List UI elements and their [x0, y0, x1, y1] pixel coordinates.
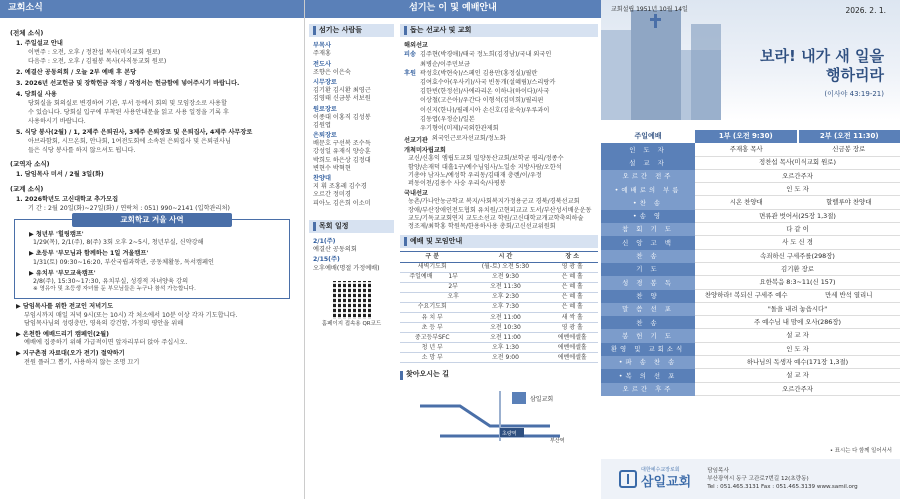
news-column	[0, 0, 304, 499]
event-text: 오후예배(명절 가정예배)	[313, 264, 380, 272]
mission-label	[404, 107, 420, 115]
news-item-line: 사용하시기 바랍니다.	[28, 118, 86, 126]
location-map[interactable]	[400, 386, 598, 446]
servers-title-bar	[309, 24, 394, 37]
prayer-item-line: 전원 플러그 뽑기, 사용하지 않는 조명 끄기	[24, 358, 140, 366]
section-denomination-news: (교계 소식)	[10, 184, 44, 193]
mission-text: 함양/손재덕 대흘1구/예수님임사/노일송 지방사람/오한석	[408, 163, 562, 171]
news-item-title: 5. 식당 봉사(2월) / 1, 2제주 은퇴권사, 3제주 은퇴장로 및 은퇴집사, 4제주 사무장로	[16, 128, 253, 136]
standing-note: • 표시는 다 함께 일어서서	[829, 448, 892, 454]
worship-item-value: 설 교 자	[695, 369, 900, 382]
event-date: 2/1(주)	[313, 238, 336, 246]
worship-item-label: 봉 헌 기 도	[601, 329, 695, 342]
schedule-cell: 오전 11:00	[464, 333, 546, 343]
worship-item-value: 설 교 자	[695, 329, 900, 342]
worship-item-value: 사 도 신 경	[695, 236, 900, 249]
prayer-item-line: 부임시까지 매일 저녁 9시(또는 10시) 각 처소에서 10분 이상 각자 기도합니다.	[24, 311, 238, 319]
schedule-row	[400, 323, 598, 333]
map-title-bar	[400, 368, 598, 381]
worship-row	[601, 329, 900, 342]
news-item-line: 이번주 : 오전, 오후 / 정찬섭 목사(미식교회 원로)	[28, 49, 161, 57]
worship-item-value: 신금봉 장로	[832, 145, 866, 154]
worship-item-label: 오르간 후주	[601, 383, 695, 396]
map-title: 찾아오시는 길	[406, 370, 450, 379]
server-role: 부목사	[313, 42, 331, 50]
server-role: 원로장로	[313, 105, 337, 113]
server-role: 시무장로	[313, 78, 337, 86]
mission-text: 교도/기독교교회연지 교도소선교 학원/고신대학교개교학축의하술	[408, 214, 584, 222]
mission-heading: 해외선교	[404, 42, 428, 50]
pastor-label: 담임목사	[707, 467, 729, 474]
schedule-cell: 오후 7:30	[464, 302, 546, 312]
mission-label	[404, 61, 420, 69]
server-role: 찬양대	[313, 175, 331, 183]
prayer-item	[16, 303, 294, 328]
schedule-cell: 2부	[442, 282, 465, 292]
worship-row	[601, 143, 900, 156]
mission-row	[404, 135, 596, 145]
qr-caption: 홈페이지 접속용 QR코드	[321, 320, 382, 327]
church-logo	[619, 467, 691, 491]
worship-item-value: 시온 찬양대	[729, 198, 763, 207]
mission-text: 장애/부산장애인전도협회 유치원/고현피교교 도서/부산성서배운운동	[408, 206, 592, 214]
mission-row	[404, 88, 596, 96]
school-item	[29, 231, 289, 247]
schedule-cell: 에벤에셀홀	[546, 343, 598, 353]
worship-row	[601, 290, 900, 303]
mission-text: 이신지(한나)/필레시아 손신호(김윤숙)/우루과이	[420, 106, 550, 114]
news-item-line: 들은 식당 봉사를 하지 않으셔도 됩니다.	[28, 147, 136, 155]
worship-item-values	[695, 290, 900, 303]
theme-line-2: 행하리라	[826, 65, 884, 84]
schedule-cell	[400, 292, 442, 302]
denomination-news-list	[10, 196, 294, 213]
server-names: 조향은 이은숙	[313, 68, 351, 76]
server-names: 오르간 정미경	[313, 191, 351, 199]
school-item	[29, 270, 289, 294]
worship-item-value: 속죄하신 구세주를(298장)	[695, 250, 900, 263]
schedule-cell: 오전 9:00	[464, 353, 546, 363]
denomination-name: 대한예수교장로회	[641, 467, 680, 474]
schedule-cell: 오전 9:30	[464, 272, 546, 282]
schedule-cell: 오후 2:30	[464, 292, 546, 302]
event-date: 2/15(주)	[313, 256, 340, 264]
worship-item-label: •파 송 찬 송	[601, 356, 695, 369]
mission-heading: 국내선교	[404, 190, 428, 198]
news-header: 교회소식	[0, 0, 304, 18]
news-item-title: 1. 주일설교 안내	[16, 40, 63, 48]
worship-item-label: •예배로의 부름	[601, 183, 695, 196]
worship-item-value: 주재홍 목사	[729, 145, 763, 154]
mission-text: 김동엽(우정순)/일본	[420, 115, 475, 123]
worship-item-label: •송 영	[601, 210, 695, 223]
school-item-note: ※ 영유아 및 초등생 자녀를 둔 부모님들은 누구나 참석 가능합니다.	[33, 286, 196, 293]
theme-reference: (이사야 43:19-21)	[824, 90, 884, 98]
server-names: 변현수 박혁현	[313, 164, 351, 172]
worship-item-label: 인 도 자	[601, 143, 695, 156]
news-item	[16, 80, 294, 88]
server-names: 김영태 신금봉 서보원	[313, 95, 371, 103]
schedule-row	[400, 343, 598, 353]
servers-title: 섬기는 사람들	[319, 26, 363, 34]
schedule-title: 예배 및 모임안내	[410, 237, 463, 246]
church-building-icon	[512, 392, 526, 404]
mission-label	[404, 125, 420, 133]
schedule-cell: 은 혜 홀	[546, 272, 598, 282]
schedule-cell: 새 싹 홀	[546, 312, 598, 322]
worship-row	[601, 276, 900, 289]
bottom-news	[10, 303, 294, 366]
worship-row	[601, 356, 900, 369]
worship-item-value: "돌을 내려 놓읍시다"	[695, 303, 900, 316]
worship-row	[601, 170, 900, 183]
schedule-cell: 오전 10:30	[464, 323, 546, 333]
server-names: 강성일 유재식 양승훈	[313, 148, 371, 156]
worship-item-value: 주 예수님 내 맘에 오사(286장)	[695, 316, 900, 329]
mission-row	[404, 125, 596, 133]
service-2-time: 2부 (오전 11:30)	[799, 130, 900, 143]
church-school-box	[14, 215, 290, 299]
map-graphic	[400, 386, 596, 444]
mission-label: 후원	[404, 69, 416, 77]
server-names: 지 휘 조홍레 김수경	[313, 183, 367, 191]
mission-text: 곽성호(박현숙)/스페인 김용만(홍정실)/필란	[420, 69, 538, 77]
schedule-cell: 오후	[442, 292, 465, 302]
mission-text: 기총야 남자노/예성학 우리동/김태재 충렌/이/우정	[408, 171, 542, 179]
mission-row	[404, 61, 596, 69]
worship-row	[601, 223, 900, 236]
mission-row	[404, 70, 596, 78]
schedule-title-bar	[400, 235, 598, 248]
worship-row	[601, 183, 900, 196]
mission-text: 퍼동이천/김용수 사숭 우리숙/사평봉	[408, 180, 506, 188]
schedule-cell: (월-토) 오전 5:30	[464, 262, 546, 272]
schedule-cell: 오후 1:30	[464, 343, 546, 353]
server-names: 박희도 하은상 김정대	[313, 156, 371, 164]
prayer-item-line: 예배에 집중하기 위해 가급적이면 앞자리부터 앉아 주십시오.	[24, 339, 188, 347]
church-address: 부산광역시 동구 고관로7번길 12(초량동)	[707, 475, 809, 482]
worship-item-label: 설 교 자	[601, 157, 695, 170]
news-item	[16, 69, 294, 77]
missions-title: 돕는 선교사 및 교회	[410, 26, 472, 34]
schedule-table	[400, 251, 598, 363]
prayer-item-title: ▶ 담임목사를 위한 전교인 저녁기도	[16, 303, 114, 311]
worship-item-value: 오르간주자	[695, 170, 900, 183]
mission-row	[404, 79, 596, 87]
section-pastor-news: (교역자 소식)	[10, 160, 50, 169]
church-contact: Tel : 051.465.3131 Fax : 051.465.3139 www.samil.org	[707, 484, 858, 491]
worship-item-label: 참 회 기 도	[601, 223, 695, 236]
mission-heading: 선교기관	[404, 137, 428, 145]
school-item-title: ▶ 초등부 '부모님과 함께하는 1일 겨울캠프'	[29, 250, 149, 258]
map-label-busan: 부산역	[550, 437, 565, 444]
schedule-cell: 오전 11:30	[464, 282, 546, 292]
prayer-item	[16, 331, 294, 347]
schedule-cell: 은 혜 홀	[546, 302, 598, 312]
mission-text: 농촌/가나안농군학교 복지/사회복지가정용군교 경북/경북선교회	[408, 198, 580, 206]
map-label-station: 초량역	[502, 430, 517, 437]
mission-label	[404, 97, 420, 105]
news-item-line: 아브라함회, 시므온회, 안나회, 1여전도회에 소속된 은퇴집사 및 은퇴권사님	[28, 137, 231, 145]
news-item-line: 다음주 : 오전, 오후 / 김필봉 목사(사직동교회 원로)	[28, 58, 167, 66]
prayer-item-title: ▶ 지구촌점 자료대(오가 전기) 절약하기	[16, 350, 125, 358]
schedule-cell: 은 혜 홀	[546, 292, 598, 302]
school-item-detail: 1/31(토) 09:30~16:20, 부산국립과학관, 공동체활동, 독서캠페인	[33, 258, 214, 266]
news-item-title: 1. 담임목사 미서 / 2월 3일(화)	[16, 171, 104, 179]
mission-row	[404, 97, 596, 105]
homepage-qr-code[interactable]	[333, 281, 371, 319]
schedule-cell: 주일예배	[400, 272, 442, 282]
events-title: 목회 일정	[319, 221, 349, 230]
event-text: 예결산 공동의회	[313, 246, 357, 254]
missions-title-bar	[400, 24, 598, 37]
worship-item-label: 찬 양	[601, 290, 695, 303]
servers-column	[304, 0, 601, 499]
schedule-row	[400, 353, 598, 363]
school-item-title: ▶ 청년부 '힐링캠프'	[29, 230, 84, 238]
mission-label: 피송	[404, 51, 416, 59]
schedule-cell: 청 년 부	[400, 343, 464, 353]
mission-text: 최병순/이주민보금	[420, 60, 470, 68]
worship-order	[601, 130, 900, 396]
mission-text: 우기형이(미제)/국외한관제회	[420, 124, 499, 132]
server-names: 피아노 김은희 이소미	[313, 199, 371, 207]
schedule-cell: 1부	[442, 272, 465, 282]
news-item	[16, 91, 294, 127]
worship-item-value: 인 도 자	[695, 343, 900, 356]
prayer-item-title: ▶ 온천한 예배드리기 캠페인(2월)	[16, 331, 109, 338]
schedule-cell: 에벤에셀홀	[546, 353, 598, 363]
news-item	[16, 171, 294, 179]
schedule-cell: 유 치 부	[400, 312, 464, 322]
prayer-item-line: 담임목사님의 성령충만, 영육의 강건함, 가정의 평안을 위해	[24, 319, 184, 327]
news-item	[16, 40, 294, 67]
church-name: 삼일교회	[641, 474, 692, 490]
worship-item-label: •찬 송	[601, 196, 695, 209]
worship-item-label: •복 의 선 포	[601, 369, 695, 382]
worship-label: 주일예배	[634, 132, 662, 140]
missions-list	[400, 37, 598, 231]
schedule-cell: 영 광 홀	[546, 262, 598, 272]
mission-label	[404, 116, 420, 124]
school-item-title: ▶ 유치부 '부모교육캠프'	[29, 269, 96, 277]
news-item	[16, 129, 294, 156]
worship-item-value: 정찬섭 목사(미식교회 원로)	[695, 157, 900, 170]
worship-item-label: 찬 송	[601, 316, 695, 329]
worship-item-label: 오르간 전주	[601, 170, 695, 183]
schedule-row	[400, 272, 598, 282]
news-item-title: 3. 2026년 선교헌금 및 장학헌금 작정 / 작정서는 헌금함에 넣어주시기 바랍니다.	[16, 79, 240, 87]
news-item-line: 당회실을 회의실로 변경하여 기관, 부서 등에서 회의 및 모임장소로 사용할	[28, 99, 227, 107]
news-item-title: 2. 예결산 공동의회 / 오늘 2부 예배 후 본당	[16, 69, 137, 77]
worship-item-label: 환영 및 교회소식	[601, 343, 695, 356]
schedule-cell	[400, 282, 442, 292]
worship-item-value: 김기환 장로	[695, 263, 900, 276]
mission-text: 이상철(고은아)/우간다 이형석(김미희)/필리핀	[420, 97, 544, 105]
mission-heading: 개척미자립교회	[404, 147, 446, 155]
worship-item-label: 신 앙 고 백	[601, 236, 695, 249]
news-item-line: 기 간 : 2월 20일(화)~27일(화) / 연락처 : 051) 990~2141 (입학관리처)	[28, 204, 230, 212]
worship-row	[601, 196, 900, 209]
news-item	[16, 196, 294, 213]
mission-label	[404, 79, 420, 87]
church-school-title: 교회학교 겨울 사역	[72, 213, 232, 227]
worship-row	[601, 369, 900, 382]
schedule-row	[400, 262, 598, 272]
schedule-cell: 소 망 부	[400, 353, 464, 363]
schedule-cell: 영 광 홀	[546, 323, 598, 333]
church-emblem-icon	[619, 470, 637, 488]
worship-item-value: 인 도 자	[695, 183, 900, 196]
schedule-row	[400, 282, 598, 292]
church-footer	[601, 459, 900, 499]
schedule-row	[400, 302, 598, 312]
mission-row	[404, 51, 596, 59]
worship-item-value: 할렐루야 찬양대	[826, 198, 872, 207]
prayer-item	[16, 350, 294, 366]
schedule-row	[400, 292, 598, 302]
school-item-detail: 1/29(목), 2/1(주), 8(주) 3회 오후 2~5시, 청년부실, 신약강해	[33, 239, 204, 247]
theme-title	[760, 47, 884, 85]
service-1-time: 1부 (오전 9:30)	[695, 130, 797, 143]
worship-column	[601, 0, 900, 499]
schedule-header-cell: 구 분	[400, 252, 464, 262]
worship-row	[601, 236, 900, 249]
worship-item-label: 찬 송	[601, 250, 695, 263]
worship-row	[601, 316, 900, 329]
map-label-church: 삼일교회	[530, 395, 554, 403]
mission-label	[404, 88, 420, 96]
events-title-bar	[309, 220, 394, 233]
worship-item-label: 말 씀 선 포	[601, 303, 695, 316]
worship-row	[601, 210, 900, 223]
schedule-cell: 에벤에셀홀	[546, 333, 598, 343]
mission-text: 외국인근로자선교회/정노화	[431, 135, 506, 143]
worship-item-value: 만세 반석 열리니	[825, 291, 873, 300]
server-role: 은퇴장로	[313, 132, 337, 140]
servers-list	[309, 37, 394, 208]
mission-row	[404, 116, 596, 124]
founded-date: 교회설립 1951년 10월 14일	[611, 6, 688, 13]
schedule-cell: 초 등 부	[400, 323, 464, 333]
news-item-title: 1. 2026학년도 고신대학교 추가모집	[16, 195, 119, 203]
schedule-cell: 새벽기도회	[400, 262, 464, 272]
server-names: 김기환 김시환 최영근	[313, 87, 371, 95]
worship-item-value: 하나님의 독생자 예수(171장 1,3절)	[695, 356, 900, 369]
worship-item-values	[695, 143, 900, 156]
server-role: 전도사	[313, 60, 331, 68]
servers-header: 섬기는 이 및 예배안내	[305, 0, 601, 18]
schedule-header-cell: 시 간	[464, 252, 546, 262]
schedule-cell: 은 혜 홀	[546, 282, 598, 292]
worship-row	[601, 383, 900, 396]
worship-row	[601, 157, 900, 170]
worship-item-values	[695, 196, 900, 209]
server-names: 이종대 이홍직 김성봉	[313, 113, 371, 121]
worship-row	[601, 343, 900, 356]
worship-item-value: 찬양하라! 복되신 구세주 예수	[704, 291, 788, 300]
news-list	[10, 40, 294, 155]
mission-row	[404, 107, 596, 115]
server-names: 김원엽	[313, 121, 331, 129]
server-names: 배문호 구선복 조수득	[313, 140, 371, 148]
theme-line-1: 보라! 내가 새 일을	[760, 47, 884, 65]
worship-item-value: 오르간주자	[695, 383, 900, 396]
worship-item-label: 기 도	[601, 263, 695, 276]
worship-row	[601, 263, 900, 276]
bulletin-date: 2026. 2. 1.	[845, 6, 886, 15]
mission-text: 정조제/최학홍 학원목/한용하사용 총회/고신선교위원회	[408, 222, 556, 230]
news-item-line: 수 있습니다. 당회실 입구에 부착된 사용안내문을 읽고 사용 일정을 기록 후	[28, 108, 229, 116]
worship-item-value: 요한복음 8:3~11(신 157)	[695, 276, 900, 289]
school-item-detail: 2/8(주), 15:30~17:30, 유치부실, 성경적 자녀양육 강의	[33, 277, 189, 285]
schedule-cell: 오전 11:00	[464, 312, 546, 322]
schedule-cell: 중고등부SFC	[400, 333, 464, 343]
mission-text: 김여효수아(우사키)/사국 빈동개(설혜림)/스리랑카	[420, 78, 556, 86]
cover-image	[601, 0, 900, 120]
schedule-header-cell: 장 소	[546, 252, 598, 262]
mission-text: 교신/신흥익 엠립도교회 밀양동산교회/보학균 평리/정종수	[408, 155, 564, 163]
church-info	[707, 467, 857, 491]
worship-row	[601, 303, 900, 316]
news-item-title: 4. 당회실 사용	[16, 90, 57, 98]
mission-text: 김한빈(한정선)/사에라리온 이하나(하이다)/사국	[420, 88, 550, 96]
worship-item-label: 성 경 봉 독	[601, 276, 695, 289]
server-names: 주재홍	[313, 50, 331, 58]
worship-item-value: 다 같 이	[695, 223, 900, 236]
schedule-row	[400, 333, 598, 343]
schedule-cell: 수요기도회	[400, 302, 464, 312]
worship-item-value: 면류관 벗어서(25장 1,3절)	[695, 210, 900, 223]
mission-text: 김주현(박경애)/태국 정노희(김경남)/국내 외국인	[420, 51, 552, 59]
schedule-row	[400, 312, 598, 322]
school-item	[29, 250, 289, 266]
events-list	[309, 233, 394, 273]
section-all-news: (전체 소식)	[10, 29, 44, 37]
worship-row	[601, 250, 900, 263]
pastor-news-list	[10, 171, 294, 179]
